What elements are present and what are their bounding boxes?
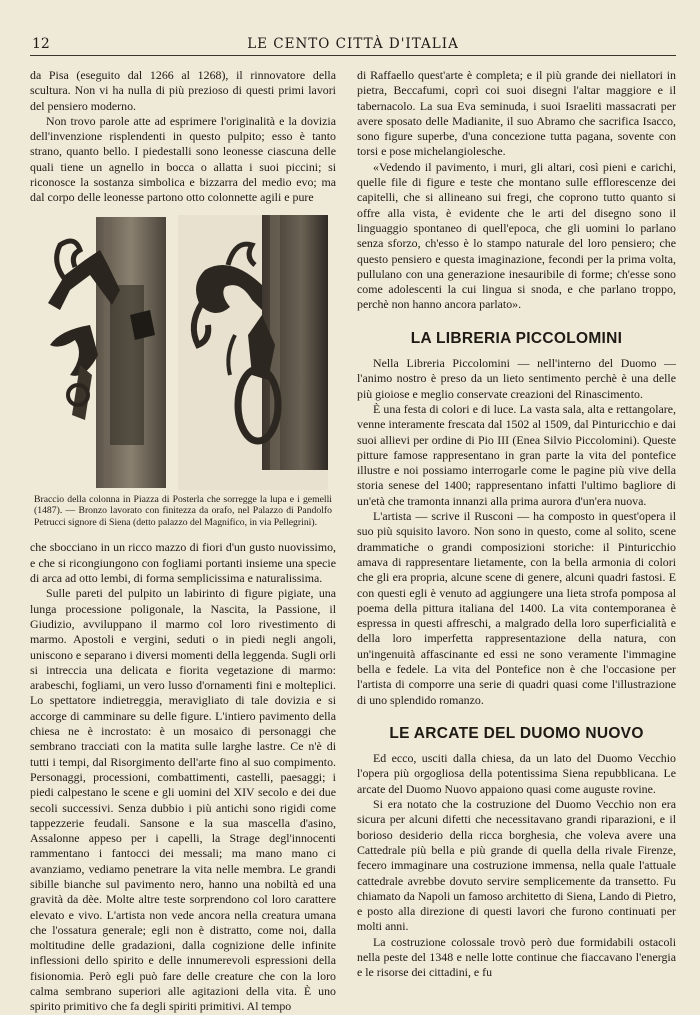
paragraph: L'artista — scrive il Rusconi — ha composto in quest'opera il suo più squisito lavoro. Non sono in questo, come al solito, scene drammatiche o grandi composizioni storiche: il Pinturicchio amava di rappresentare lietamente, con la bella armonia di colori che gli era propria, alcune scene di genere, alcuni quadri fastosi. E con questi egli è venuto ad aggiungere una lieta strofa pomposa al poema della pittura italiana del 1400. La vita contemporanea è espressa in questi affreschi, a malgrado della loro superficialità e della loro imperfetta rappresentazione della natura, con un'ingenuità affascinante ed essi ne sono veramente l'immagine bella e fedele. La vita del Pontefice non è che l'occasione per l'artista di comporre una serie di quadri quasi come l'illustrazione di uno splendido romanzo. [357, 509, 676, 707]
paragraph: Nella Libreria Piccolomini — nell'interno del Duomo — l'animo nostro è preso da un lieto sentimento perchè è una delle più gioiose e meglio conservate creazioni del Rinascimento. [357, 356, 676, 401]
paragraph: da Pisa (eseguito dal 1266 al 1268), il rinnovatore della scultura. Non vi ha nulla di più prezioso di questi primi lavori del pensiero moderno. [30, 68, 336, 113]
paragraph: Si era notato che la costruzione del Duomo Vecchio non era sicura per alcuni difetti che necessitavano grandi riparazioni, e il borioso desiderio della ricca borghesia, che voleva avere una Cattedrale più bella e più grande di quella della rivale Firenze, fecero immaginare una costruzione immensa, nella quale l'attuale cattedrale avrebbe dovuto servire semplicemente da transetto. Fu chiamato da Napoli un famoso architetto di Siena, Lando di Pietro, e posto alla direzione di questi lavori che furono continuati per molti anni. [357, 797, 676, 934]
bronze-arms-image [30, 215, 336, 490]
paragraph: che sbocciano in un ricco mazzo di fiori d'un gusto nuovissimo, e che si ricongiungono con fogliami portanti insieme una specie di arca ad otto lembi, di forma semplicissima e naturalissima. [30, 540, 336, 586]
paragraph: «Vedendo il pavimento, i muri, gli altari, così pieni e carichi, quelle file di figure e teste che montano sulle efflorescenze dei capitelli, che si allineano sui fregi, che coprono tutto quanto si offre alla vista, è evidente che le arti del disegno sono il linguaggio spontaneo di quell'epoca, che gli uomini lo parlano senza sforzo, ch'esso è lo stampo naturale del loro pensiero; che questo pensiero e questa imaginazione, fecondi per la prima volta, pullulano con una generazione inesauribile di forme; ch'esse sono come adolescenti la cui lingua si snoda, e che parlano troppo, perchè non hanno ancora parlato». [357, 159, 676, 312]
left-column [30, 68, 336, 1015]
figure-caption: Braccio della colonna in Piazza di Posterla che sorregge la lupa e i gemelli (1487). — Bronzo lavorato con finitezza da orafo, nel Palazzo di Pandolfo Petrucci signore di Siena (detto palazzo del Magnifico, in via Pellegrini). [34, 493, 332, 528]
section-title-arcate: LE ARCATE DEL DUOMO NUOVO [389, 724, 644, 742]
running-title: LE CENTO CITTÀ D'ITALIA [247, 36, 459, 52]
section-title-libreria: LA LIBRERIA PICCOLOMINI [410, 329, 623, 347]
paragraph: Ed ecco, usciti dalla chiesa, da un lato del Duomo Vecchio l'opera più orgogliosa della potentissima Siena repubblicana. Le arcate del Duomo Nuovo appaiono quasi come auguste rovine. [357, 751, 676, 796]
paragraph: di Raffaello quest'arte è completa; e il più grande dei niellatori in pietra, Beccafumi, coprì coi suoi disegni l'altar maggiore e il tabernacolo. La sua Eva seminuda, i suoi Israeliti massacrati per avere sposato delle Madianite, il suo Abramo che sacrifica Isacco, sono figure superbe, d'una concezione tutta pagana, sovente con torsi e pose michelangiolesche. [357, 68, 676, 159]
right-column [357, 68, 676, 981]
paragraph: La costruzione colossale trovò però due formidabili ostacoli nella peste del 1348 e nelle lotte continue che fiaccavano l'energia e le risorse dei cittadini, e fu [357, 934, 676, 980]
paragraph: Sulle pareti del pulpito un labirinto di figure pigiate, una lunga processione poligonale, la Nascita, la Passione, il Giudizio, avviluppano il marmo col loro rivestimento di marmo. Apostoli e vergini, seduti o in piedi negli angoli, uniscono e separano i diversi momenti della leggenda. Sugli orli si intreccia una delicata e fiorita vegetazione di marmo: arabeschi, fogliami, un vero lusso d'ornamenti fini e molteplici. Lo spettatore indietreggia, meravigliato di tale dovizia e si accorge di camminare su delle figure. L'intiero pavimento della chiesa ne è incrostato: è un mosaico di personaggi che sembrano tracciati con la matita sulle larghe lastre. Ce n'è di tutti i tempi, dal Risorgimento dell'arte fino al suo compimento. Personaggi, processioni, combattimenti, castelli, paesaggi; i piedi calpestano le scene e gli uomini del XIV secolo e dei due secoli successivi. Senza dubbio i più antichi sono rigidi come tappezzerie feudali. Sansone e la sua mascella d'asino, Assalonne appeso per i capelli, la Strage degl'innocenti rammentano i fantocci dei messali; ma mano mano ci avanziamo, vediamo penetrare la vita nelle membra. Le grandi sibille bianche sul pavimento nero, hanno una nobiltà ed una gravità da dèe. Molte altre teste sorprendono col loro carattere elevato e vivo. L'artista non vede ancora nella creatura umana che l'ossatura generale; egli non è distratto, come noi, dalla moltitudine delle gradazioni, dalla cognizione delle infinite inflessioni dello spirito e delle innumerevoli espressioni della fisionomia. Però egli può fare delle creature che con la loro calma sembrano superiori alle agitazioni della vita. È uno spirito primitivo che fa degli spiriti primitivi. Al tempo [30, 586, 336, 1014]
paragraph: Non trovo parole atte ad esprimere l'originalità e la dovizia dell'invenzione risplendenti in questo pulpito; esso è tanto strano, quanto bello. I piedestalli sono leonesse ciascuna delle quali tiene un agnello in bocca o allatta i suoi piccini; si riconosce la sostanza simbolica e bizzarra del medio evo; ma dal corpo delle leonesse partono otto colonnette agili e pure [30, 113, 336, 205]
paragraph: È una festa di colori e di luce. La vasta sala, alta e rettangolare, venne interamente frescata dal 1502 al 1509, dal Pinturicchio e dai suoi allievi per ordine di Pio III (Enea Silvio Piccolomini). Queste pitture famose rappresentano in gran parte la vita del pontefice illustre e noi possiamo interrogarle come le pagine più vive della storia senese del 1400; rappresentano infatti l'ultimo bagliore di un'età che tramonta innanzi alla prima aurora d'un'era nuova. [357, 401, 676, 508]
page-number: 12 [32, 36, 50, 52]
bronze-photograph [30, 215, 336, 490]
page-header [30, 33, 676, 56]
